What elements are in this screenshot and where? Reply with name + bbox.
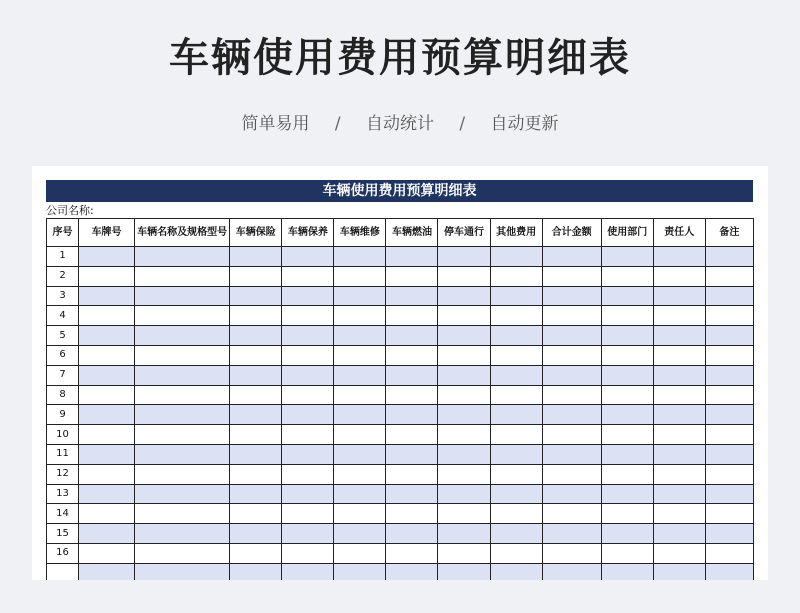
col-header-maintenance: 车辆保养 (282, 219, 334, 247)
table-cell[interactable] (282, 524, 334, 544)
table-cell[interactable] (386, 524, 438, 544)
col-header-fuel: 车辆燃油 (386, 219, 438, 247)
table-cell[interactable] (386, 563, 438, 580)
table-cell[interactable] (79, 484, 135, 504)
table-cell[interactable] (705, 504, 753, 524)
table-cell[interactable] (135, 425, 230, 445)
table-cell[interactable] (230, 464, 282, 484)
table-cell[interactable] (653, 306, 705, 326)
table-cell[interactable] (386, 385, 438, 405)
sheet-title: 车辆使用费用预算明细表 (46, 180, 753, 202)
table-cell[interactable] (653, 286, 705, 306)
table-cell[interactable] (282, 385, 334, 405)
table-cell[interactable] (542, 345, 601, 365)
table-cell[interactable] (601, 345, 653, 365)
table-cell[interactable] (438, 286, 490, 306)
table-cell[interactable] (601, 425, 653, 445)
table-cell[interactable] (705, 306, 753, 326)
row-index-cell[interactable]: 5 (47, 326, 79, 346)
table-cell[interactable] (334, 504, 386, 524)
table-cell[interactable] (135, 266, 230, 286)
table-cell[interactable] (542, 405, 601, 425)
table-cell[interactable] (386, 504, 438, 524)
table-cell[interactable] (490, 563, 542, 580)
table-cell[interactable] (653, 543, 705, 563)
table-cell[interactable] (79, 385, 135, 405)
table-cell[interactable] (490, 524, 542, 544)
budget-table (46, 218, 754, 580)
col-header-total: 合计金额 (542, 219, 601, 247)
table-cell[interactable] (601, 306, 653, 326)
table-cell[interactable] (705, 425, 753, 445)
table-cell[interactable] (230, 405, 282, 425)
table-cell[interactable] (438, 504, 490, 524)
table-cell[interactable] (601, 524, 653, 544)
table-header-row (47, 219, 754, 247)
table-cell[interactable] (282, 345, 334, 365)
page-title: 车辆使用费用预算明细表 (169, 35, 631, 81)
table-cell[interactable] (542, 306, 601, 326)
table-cell[interactable] (282, 405, 334, 425)
table-cell[interactable] (653, 247, 705, 267)
table-cell[interactable] (135, 484, 230, 504)
col-header-plate: 车牌号 (79, 219, 135, 247)
table-cell[interactable] (490, 365, 542, 385)
table-cell[interactable] (490, 504, 542, 524)
col-header-department: 使用部门 (601, 219, 653, 247)
table-cell[interactable] (135, 405, 230, 425)
table-cell[interactable] (282, 266, 334, 286)
col-header-owner: 责任人 (653, 219, 705, 247)
table-cell[interactable] (386, 425, 438, 445)
table-cell[interactable] (490, 425, 542, 445)
table-cell[interactable] (490, 385, 542, 405)
table-cell[interactable] (438, 425, 490, 445)
table-cell[interactable] (334, 266, 386, 286)
row-index-cell[interactable]: 15 (47, 524, 79, 544)
table-cell[interactable] (653, 504, 705, 524)
table-cell[interactable] (282, 444, 334, 464)
table-cell[interactable] (386, 266, 438, 286)
table-cell[interactable] (438, 345, 490, 365)
table-cell[interactable] (79, 306, 135, 326)
col-header-index: 序号 (47, 219, 79, 247)
table-cell[interactable] (230, 365, 282, 385)
table-cell[interactable] (386, 306, 438, 326)
table-cell[interactable] (334, 326, 386, 346)
row-index-cell[interactable]: 8 (47, 385, 79, 405)
table-cell[interactable] (438, 385, 490, 405)
feature-easy: 简单易用 (241, 114, 310, 134)
table-cell[interactable] (601, 385, 653, 405)
table-cell[interactable] (79, 345, 135, 365)
table-row (47, 464, 754, 484)
table-cell[interactable] (135, 444, 230, 464)
table-cell[interactable] (705, 345, 753, 365)
table-row (47, 247, 754, 267)
feature-auto-update: 自动更新 (490, 114, 559, 134)
table-cell[interactable] (490, 326, 542, 346)
table-cell[interactable] (705, 563, 753, 580)
table-cell[interactable] (135, 464, 230, 484)
table-cell[interactable] (653, 326, 705, 346)
table-cell[interactable] (230, 425, 282, 445)
table-cell[interactable] (542, 464, 601, 484)
table-cell[interactable] (230, 247, 282, 267)
table-row (47, 326, 754, 346)
row-index-cell[interactable]: 7 (47, 365, 79, 385)
table-cell[interactable] (334, 306, 386, 326)
table-cell[interactable] (79, 563, 135, 580)
table-cell[interactable] (705, 484, 753, 504)
table-cell[interactable] (490, 464, 542, 484)
table-cell[interactable] (135, 286, 230, 306)
table-cell[interactable] (334, 365, 386, 385)
table-cell[interactable] (135, 563, 230, 580)
table-cell[interactable] (230, 266, 282, 286)
table-cell[interactable] (653, 484, 705, 504)
table-row (47, 306, 754, 326)
table-cell[interactable] (386, 464, 438, 484)
table-cell[interactable] (490, 543, 542, 563)
table-cell[interactable] (135, 326, 230, 346)
table-cell[interactable] (386, 247, 438, 267)
col-header-other: 其他费用 (490, 219, 542, 247)
table-cell[interactable] (601, 504, 653, 524)
table-cell[interactable] (601, 543, 653, 563)
table-cell[interactable] (542, 504, 601, 524)
table-row (47, 425, 754, 445)
table-cell[interactable] (601, 484, 653, 504)
table-cell[interactable] (230, 524, 282, 544)
table-cell[interactable] (282, 247, 334, 267)
row-index-cell[interactable]: 2 (47, 266, 79, 286)
table-cell[interactable] (705, 266, 753, 286)
table-cell[interactable] (230, 286, 282, 306)
table-cell[interactable] (438, 266, 490, 286)
table-cell[interactable] (542, 563, 601, 580)
table-cell[interactable] (653, 524, 705, 544)
table-cell[interactable] (79, 524, 135, 544)
row-index-cell[interactable]: 3 (47, 286, 79, 306)
table-cell[interactable] (282, 286, 334, 306)
feature-tagline (0, 112, 800, 136)
table-cell[interactable] (490, 247, 542, 267)
table-row (47, 385, 754, 405)
table-cell[interactable] (705, 365, 753, 385)
table-cell[interactable] (230, 563, 282, 580)
table-cell[interactable] (79, 266, 135, 286)
table-cell[interactable] (230, 484, 282, 504)
table-row (47, 504, 754, 524)
table-cell[interactable] (438, 326, 490, 346)
table-row (47, 543, 754, 563)
table-cell[interactable] (386, 543, 438, 563)
table-row (47, 286, 754, 306)
table-row (47, 484, 754, 504)
table-cell[interactable] (386, 286, 438, 306)
table-cell[interactable] (135, 365, 230, 385)
table-row (47, 524, 754, 544)
table-cell[interactable] (705, 524, 753, 544)
table-cell[interactable] (79, 444, 135, 464)
table-cell[interactable] (438, 444, 490, 464)
table-cell[interactable] (135, 247, 230, 267)
table-cell[interactable] (334, 484, 386, 504)
table-cell[interactable] (334, 345, 386, 365)
table-cell[interactable] (230, 385, 282, 405)
table-cell[interactable] (542, 385, 601, 405)
table-cell[interactable] (705, 405, 753, 425)
table-cell[interactable] (542, 444, 601, 464)
table-cell[interactable] (230, 504, 282, 524)
table-cell[interactable] (542, 484, 601, 504)
table-cell[interactable] (601, 247, 653, 267)
table-cell[interactable] (601, 563, 653, 580)
table-cell[interactable] (386, 345, 438, 365)
table-cell[interactable] (282, 425, 334, 445)
table-cell[interactable] (438, 524, 490, 544)
table-cell[interactable] (334, 524, 386, 544)
table-row (47, 266, 754, 286)
table-cell[interactable] (135, 385, 230, 405)
table-cell[interactable] (601, 464, 653, 484)
table-cell[interactable] (282, 326, 334, 346)
table-row (47, 345, 754, 365)
table-cell[interactable] (542, 425, 601, 445)
row-index-cell[interactable]: 10 (47, 425, 79, 445)
table-cell[interactable] (334, 444, 386, 464)
table-cell[interactable] (653, 464, 705, 484)
table-cell[interactable] (490, 484, 542, 504)
table-cell[interactable] (386, 326, 438, 346)
table-cell[interactable] (705, 247, 753, 267)
table-cell[interactable] (135, 306, 230, 326)
table-cell[interactable] (490, 306, 542, 326)
row-index-cell[interactable]: 4 (47, 306, 79, 326)
table-row (47, 405, 754, 425)
table-cell[interactable] (490, 444, 542, 464)
table-cell[interactable] (334, 425, 386, 445)
row-index-cell[interactable]: 13 (47, 484, 79, 504)
table-cell[interactable] (135, 524, 230, 544)
table-cell[interactable] (230, 444, 282, 464)
row-index-cell[interactable] (47, 563, 79, 580)
table-cell[interactable] (334, 385, 386, 405)
table-cell[interactable] (601, 266, 653, 286)
table-cell[interactable] (438, 365, 490, 385)
table-cell[interactable] (79, 464, 135, 484)
row-index-cell[interactable]: 14 (47, 504, 79, 524)
table-cell[interactable] (79, 365, 135, 385)
table-cell[interactable] (334, 464, 386, 484)
table-cell[interactable] (135, 543, 230, 563)
spreadsheet-card (32, 166, 768, 580)
table-cell[interactable] (79, 286, 135, 306)
row-index-cell[interactable]: 12 (47, 464, 79, 484)
table-cell[interactable] (490, 345, 542, 365)
table-cell[interactable] (542, 247, 601, 267)
table-cell[interactable] (386, 444, 438, 464)
table-cell[interactable] (79, 543, 135, 563)
table-cell[interactable] (386, 365, 438, 385)
col-header-repair: 车辆维修 (334, 219, 386, 247)
table-cell[interactable] (438, 484, 490, 504)
table-cell[interactable] (490, 266, 542, 286)
table-cell[interactable] (135, 504, 230, 524)
table-cell[interactable] (282, 543, 334, 563)
table-cell[interactable] (705, 326, 753, 346)
table-cell[interactable] (705, 385, 753, 405)
table-cell[interactable] (230, 326, 282, 346)
table-cell[interactable] (334, 405, 386, 425)
table-row (47, 563, 754, 580)
table-cell[interactable] (653, 345, 705, 365)
table-cell[interactable] (601, 405, 653, 425)
table-cell[interactable] (282, 484, 334, 504)
table-cell[interactable] (438, 405, 490, 425)
table-cell[interactable] (230, 543, 282, 563)
table-cell[interactable] (438, 247, 490, 267)
table-cell[interactable] (386, 484, 438, 504)
col-header-parking-toll: 停车通行 (438, 219, 490, 247)
table-cell[interactable] (601, 326, 653, 346)
table-cell[interactable] (438, 306, 490, 326)
table-cell[interactable] (653, 563, 705, 580)
table-cell[interactable] (705, 543, 753, 563)
table-cell[interactable] (542, 543, 601, 563)
table-cell[interactable] (282, 306, 334, 326)
table-cell[interactable] (653, 444, 705, 464)
table-cell[interactable] (282, 504, 334, 524)
row-index-cell[interactable]: 9 (47, 405, 79, 425)
table-cell[interactable] (601, 444, 653, 464)
table-cell[interactable] (79, 326, 135, 346)
table-cell[interactable] (542, 365, 601, 385)
table-cell[interactable] (438, 563, 490, 580)
row-index-cell[interactable]: 6 (47, 345, 79, 365)
table-cell[interactable] (653, 385, 705, 405)
company-name-label: 公司名称: (46, 204, 94, 217)
table-cell[interactable] (705, 286, 753, 306)
table-cell[interactable] (542, 524, 601, 544)
table-cell[interactable] (653, 365, 705, 385)
table-cell[interactable] (705, 464, 753, 484)
table-cell[interactable] (542, 286, 601, 306)
table-cell[interactable] (79, 405, 135, 425)
table-cell[interactable] (490, 286, 542, 306)
row-index-cell[interactable]: 11 (47, 444, 79, 464)
table-cell[interactable] (653, 266, 705, 286)
table-cell[interactable] (334, 563, 386, 580)
table-cell[interactable] (79, 504, 135, 524)
table-cell[interactable] (230, 306, 282, 326)
table-cell[interactable] (438, 543, 490, 563)
table-row (47, 365, 754, 385)
table-cell[interactable] (601, 286, 653, 306)
col-header-vehicle-model: 车辆名称及规格型号 (135, 219, 230, 247)
table-cell[interactable] (230, 345, 282, 365)
separator: / (334, 114, 341, 134)
table-cell[interactable] (282, 563, 334, 580)
table-cell[interactable] (542, 266, 601, 286)
table-cell[interactable] (601, 365, 653, 385)
col-header-insurance: 车辆保险 (230, 219, 282, 247)
table-cell[interactable] (135, 345, 230, 365)
table-cell[interactable] (282, 365, 334, 385)
table-cell[interactable] (705, 444, 753, 464)
table-cell[interactable] (334, 247, 386, 267)
table-cell[interactable] (438, 464, 490, 484)
feature-auto-stats: 自动统计 (366, 114, 434, 134)
row-index-cell[interactable]: 1 (47, 247, 79, 267)
table-cell[interactable] (653, 405, 705, 425)
table-cell[interactable] (79, 247, 135, 267)
table-cell[interactable] (334, 286, 386, 306)
table-cell[interactable] (334, 543, 386, 563)
table-cell[interactable] (79, 425, 135, 445)
separator: / (459, 114, 466, 134)
table-cell[interactable] (386, 405, 438, 425)
table-cell[interactable] (282, 464, 334, 484)
table-cell[interactable] (542, 326, 601, 346)
col-header-notes: 备注 (705, 219, 753, 247)
table-cell[interactable] (653, 425, 705, 445)
table-cell[interactable] (490, 405, 542, 425)
row-index-cell[interactable]: 16 (47, 543, 79, 563)
table-row (47, 444, 754, 464)
